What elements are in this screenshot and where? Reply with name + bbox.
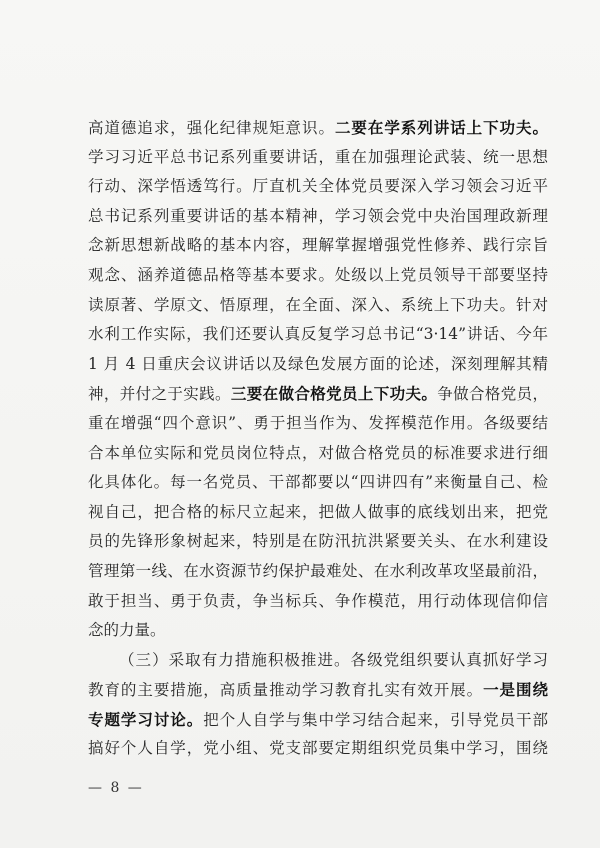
text-run: 总书记系列重要讲话的基本精神，学习领会党中央治国理政新理 (88, 206, 548, 225)
text-line (88, 557, 548, 587)
text-line (88, 261, 548, 291)
text-line (88, 675, 548, 705)
text-line (88, 705, 548, 735)
text-line (88, 113, 548, 143)
bold-heading-run: 专题学习讨论。 (88, 709, 204, 729)
text-line (88, 172, 548, 202)
text-run: 化具体化。每一名党员、干部都要以“四讲四有”来衡量自己、检 (88, 473, 548, 492)
text-run: 念的力量。 (88, 621, 166, 640)
text-run: 搞好个人自学，党小组、党支部要定期组织党员集中学习，围绕 (88, 739, 548, 758)
text-run: 读原著、学原文、悟原理，在全面、深入、系统上下功夫。针对 (88, 295, 548, 314)
text-run: 敢于担当、勇于负责，争当标兵、争作模范，用行动体现信仰信 (88, 591, 548, 610)
text-line (88, 734, 548, 764)
text-run: 管理第一线、在水资源节约保护最难处、在水利改革攻坚最前沿， (88, 561, 548, 580)
text-run: 视自己，把合格的标尺立起来，把做人做事的底线划出来，把党 (88, 502, 548, 521)
text-line (88, 320, 548, 350)
section-heading-line (88, 646, 548, 676)
text-run: 争做合格党员， (437, 385, 548, 404)
text-line (88, 468, 548, 498)
text-run: 教育的主要措施，高质量推动学习教育扎实有效开展。 (88, 681, 484, 700)
text-run: 高道德追求，强化纪律规矩意识。 (88, 119, 335, 137)
body-text (88, 113, 548, 764)
text-run: 学习习近平总书记系列重要讲话，重在加强理论武装、统一思想 (88, 147, 548, 166)
text-line (88, 439, 548, 469)
text-line (88, 202, 548, 232)
text-run: 观念、涵养道德品格等基本要求。处级以上党员领导干部要坚持 (88, 265, 548, 284)
page-number: — 8 — (88, 780, 144, 796)
bold-heading-run: 二要在学系列讲话上下功夫。 (334, 118, 548, 137)
text-run: 重在增强“四个意识”、勇于担当作为、发挥模范作用。各级要结 (88, 413, 548, 432)
text-line (88, 350, 548, 380)
text-run: 念新思想新战略的基本内容，理解掌握增强党性修养、践行宗旨 (88, 236, 548, 255)
text-run: （三）采取有力措施积极推进。各级党组织要认真抓好学习 (119, 650, 548, 669)
text-run: 员的先锋形象树起来，特别是在防汛抗洪紧要关头、在水利建设 (88, 532, 548, 551)
text-run: 把个人自学与集中学习结合起来，引导党员干部 (203, 710, 548, 729)
text-run: 1 月 4 日重庆会议讲话以及绿色发展方面的论述，深刻理解其精 (88, 354, 548, 373)
bold-heading-run: 一是围绕 (483, 680, 548, 700)
text-run: 行动、深学悟透笃行。厅直机关全体党员要深入学习领会习近平 (88, 177, 548, 196)
text-line (88, 379, 548, 409)
paragraph-end-line (88, 616, 548, 646)
text-run: 神，并付之于实践。 (88, 385, 231, 404)
text-line (88, 527, 548, 557)
text-run: 水利工作实际，我们还要认真反复学习总书记“3·14”讲话、今年 (88, 325, 548, 344)
text-run: 合本单位实际和党员岗位特点，对做合格党员的标准要求进行细 (88, 443, 548, 462)
text-line (88, 498, 548, 528)
text-line (88, 143, 548, 173)
text-line (88, 291, 548, 321)
text-line (88, 409, 548, 439)
text-line (88, 587, 548, 617)
text-line (88, 231, 548, 261)
bold-heading-run: 三要在做合格党员上下功夫。 (230, 384, 438, 404)
